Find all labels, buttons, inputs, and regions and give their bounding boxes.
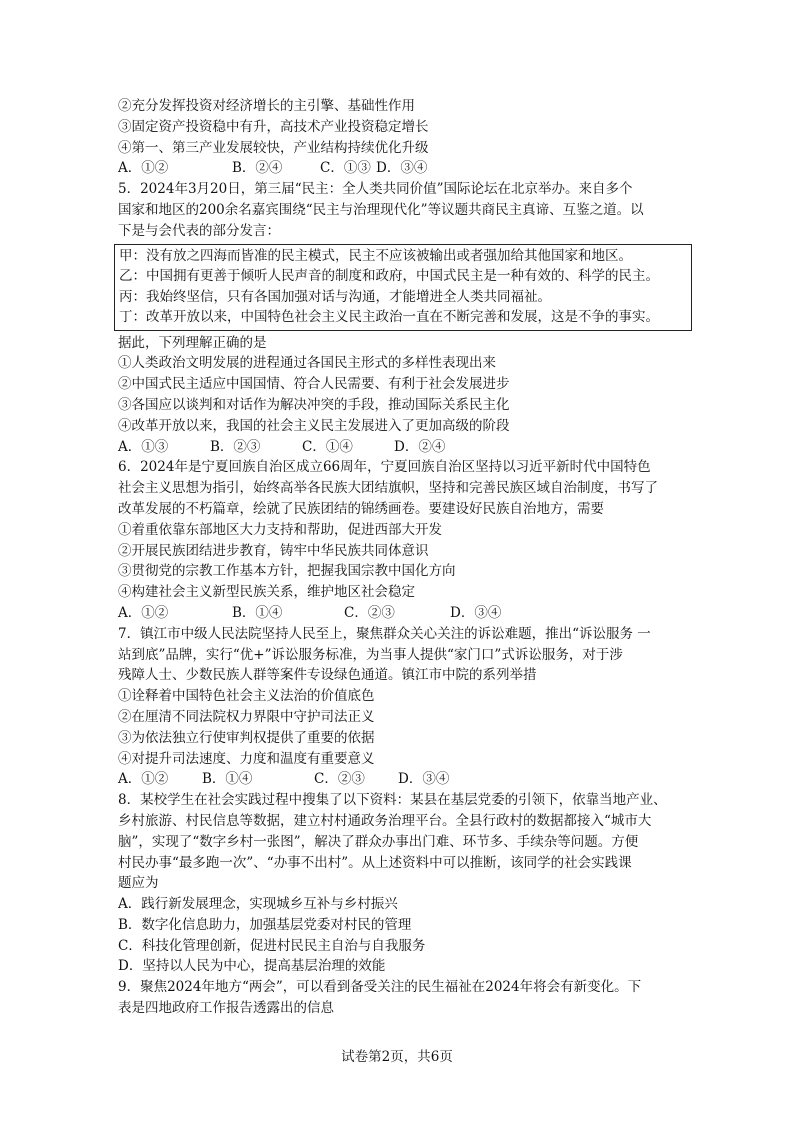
q8-stem-line: 题应为: [118, 875, 159, 892]
q7-stem-line: 站到底”品牌，实行“优+”诉讼服务标准，为当事人提供“家门口”式诉讼服务，对于涉: [118, 646, 623, 663]
q5-speech: 乙：中国拥有更善于倾听人民声音的制度和政府，中国式民主是一种有效的、科学的民主。: [119, 268, 659, 285]
q4-item: ②充分发挥投资对经济增长的主引擎、基础性作用: [118, 98, 415, 114]
q5-speech-box: [114, 244, 692, 331]
q5-options: [118, 437, 688, 458]
q7-options: [118, 769, 688, 790]
q4-item: ③固定资产投资稳中有升，高技术产业投资稳定增长: [118, 118, 429, 135]
q7-item: ④对提升司法速度、力度和温度有重要意义: [118, 750, 375, 767]
q8: [118, 790, 688, 977]
q8-option-c: C．科技化管理创新，促进村民民主自治与自我服务: [118, 937, 426, 954]
q7-option-d: D．③④: [398, 771, 450, 788]
q7-stem-line: 7．镇江市中级人民法院坚持人民至上，聚焦群众关心关注的诉讼难题，推出“诉讼服务 一: [118, 625, 651, 642]
q6-item: ④构建社会主义新型民族关系，维护地区社会稳定: [118, 584, 415, 601]
q8-stem-line: 脑”，实现了“数字乡村一张图”，解决了群众办事出门难、环节多、手续杂等问题。方便: [118, 833, 639, 850]
q5: [118, 179, 688, 457]
q7: [118, 624, 688, 790]
q8-stem-line: 8．某校学生在社会实践过程中搜集了以下资料：某县在基层党委的引领下，依靠当地产业、: [118, 792, 667, 809]
q6-stem-line: 社会主义思想为指引，始终高举各民族大团结旗帜，坚持和完善民族区域自治制度，书写了: [118, 480, 658, 497]
q4-option-c: C．①③: [320, 160, 371, 177]
q6: [118, 457, 688, 623]
q6-item: ③贯彻党的宗教工作基本方针，把握我国宗教中国化方向: [118, 563, 456, 580]
q5-option-b: B．②③: [210, 438, 261, 455]
q5-speech: 丙：我始终坚信，只有各国加强对话与沟通，才能增进全人类共同福祉。: [119, 288, 551, 305]
q5-option-c: C．①④: [302, 438, 353, 455]
q5-option-a: A．①③: [118, 438, 169, 455]
q5-speech: 丁：改革开放以来，中国特色社会主义民主政治一直在不断完善和发展，这是不争的事实。: [119, 309, 659, 326]
q9-stem-line: 9．聚焦2024年地方“两会”，可以看到备受关注的民生福祉在2024年将会有新变化。下: [118, 979, 642, 996]
q5-stem-line: 国家和地区的200余名嘉宾围绕“民主与治理现代化”等议题共商民主真谛、互鉴之道。以: [118, 201, 644, 218]
q5-speech: 甲：没有放之四海而皆准的民主模式，民主不应该被输出或者强加给其他国家和地区。: [119, 247, 632, 264]
q5-option-d: D．②④: [394, 438, 446, 455]
q5-item: ①人类政治文明发展的进程通过各国民主形式的多样性表现出来: [118, 355, 496, 372]
q7-item: ①诠释着中国特色社会主义法治的价值底色: [118, 688, 375, 705]
q4-option-d: D．③④: [376, 160, 428, 177]
q8-option-a: A．践行新发展理念，实现城乡互补与乡村振兴: [118, 896, 398, 913]
q6-option-c: C．②③: [344, 604, 395, 621]
q9: [118, 977, 688, 1019]
q4-option-a: A．①②: [118, 160, 169, 177]
q5-item: ④改革开放以来，我国的社会主义民主发展进入了更加高级的阶段: [118, 417, 510, 434]
q6-item: ②开展民族团结进步教育，铸牢中华民族共同体意识: [118, 542, 429, 559]
q7-stem-line: 残障人士、少数民族人群等案件专设绿色通道。镇江市中院的系列举措: [118, 667, 537, 684]
q5-stem-line: 5．2024年3月20日，第三届“民主：全人类共同价值”国际论坛在北京举办。来自多个: [118, 181, 633, 198]
q7-item: ②在厘清不同法院权力界限中守护司法正义: [118, 708, 375, 725]
q8-stem-line: 村民办事“最多跑一次”、“办事不出村”。从上述资料中可以推断，该同学的社会实践课: [118, 854, 632, 871]
q6-stem-line: 改革发展的不朽篇章，绘就了民族团结的锦绣画卷。要建设好民族自治地方，需要: [118, 500, 604, 517]
q9-stem-line: 表是四地政府工作报告透露出的信息: [118, 1000, 334, 1017]
q6-option-a: A．①②: [118, 604, 169, 621]
q4-item: ④第一、第三产业发展较快，产业结构持续优化升级: [118, 139, 429, 156]
q6-stem-line: 6．2024年是宁夏回族自治区成立66周年，宁夏回族自治区坚持以习近平新时代中国特色: [118, 459, 651, 476]
q8-option-d: D．坚持以人民为中心，提高基层治理的效能: [118, 958, 386, 975]
q8-stem-line: 乡村旅游、村民信息等数据，建立村村通政务治理平台。全县行政村的数据都接入“城市大: [118, 812, 652, 829]
q4-tail: [118, 96, 688, 179]
q5-question: 据此，下列理解正确的是: [118, 334, 267, 351]
q5-item: ②中国式民主适应中国国情、符合人民需要、有利于社会发展进步: [118, 376, 510, 393]
q4-option-b: B．②④: [232, 160, 283, 177]
page-footer: 试卷第2页，共6页: [341, 1049, 453, 1065]
q5-stem-line: 下是与会代表的部分发言：: [118, 222, 280, 239]
q6-options: [118, 603, 688, 624]
q7-item: ③为依法独立行使审判权提供了重要的依据: [118, 729, 375, 746]
q4-options: [118, 158, 688, 179]
q7-option-a: A．①②: [118, 771, 169, 788]
q7-option-c: C．②③: [314, 771, 365, 788]
page-content: [118, 96, 688, 1019]
q7-option-b: B．①④: [202, 771, 253, 788]
q6-item: ①着重依靠东部地区大力支持和帮助，促进西部大开发: [118, 521, 442, 538]
q5-item: ③各国应以谈判和对话作为解决冲突的手段，推动国际关系民主化: [118, 396, 510, 413]
q8-option-b: B．数字化信息助力，加强基层党委对村民的管理: [118, 916, 412, 933]
q6-option-b: B．①④: [232, 604, 283, 621]
q6-option-d: D．③④: [450, 604, 502, 621]
